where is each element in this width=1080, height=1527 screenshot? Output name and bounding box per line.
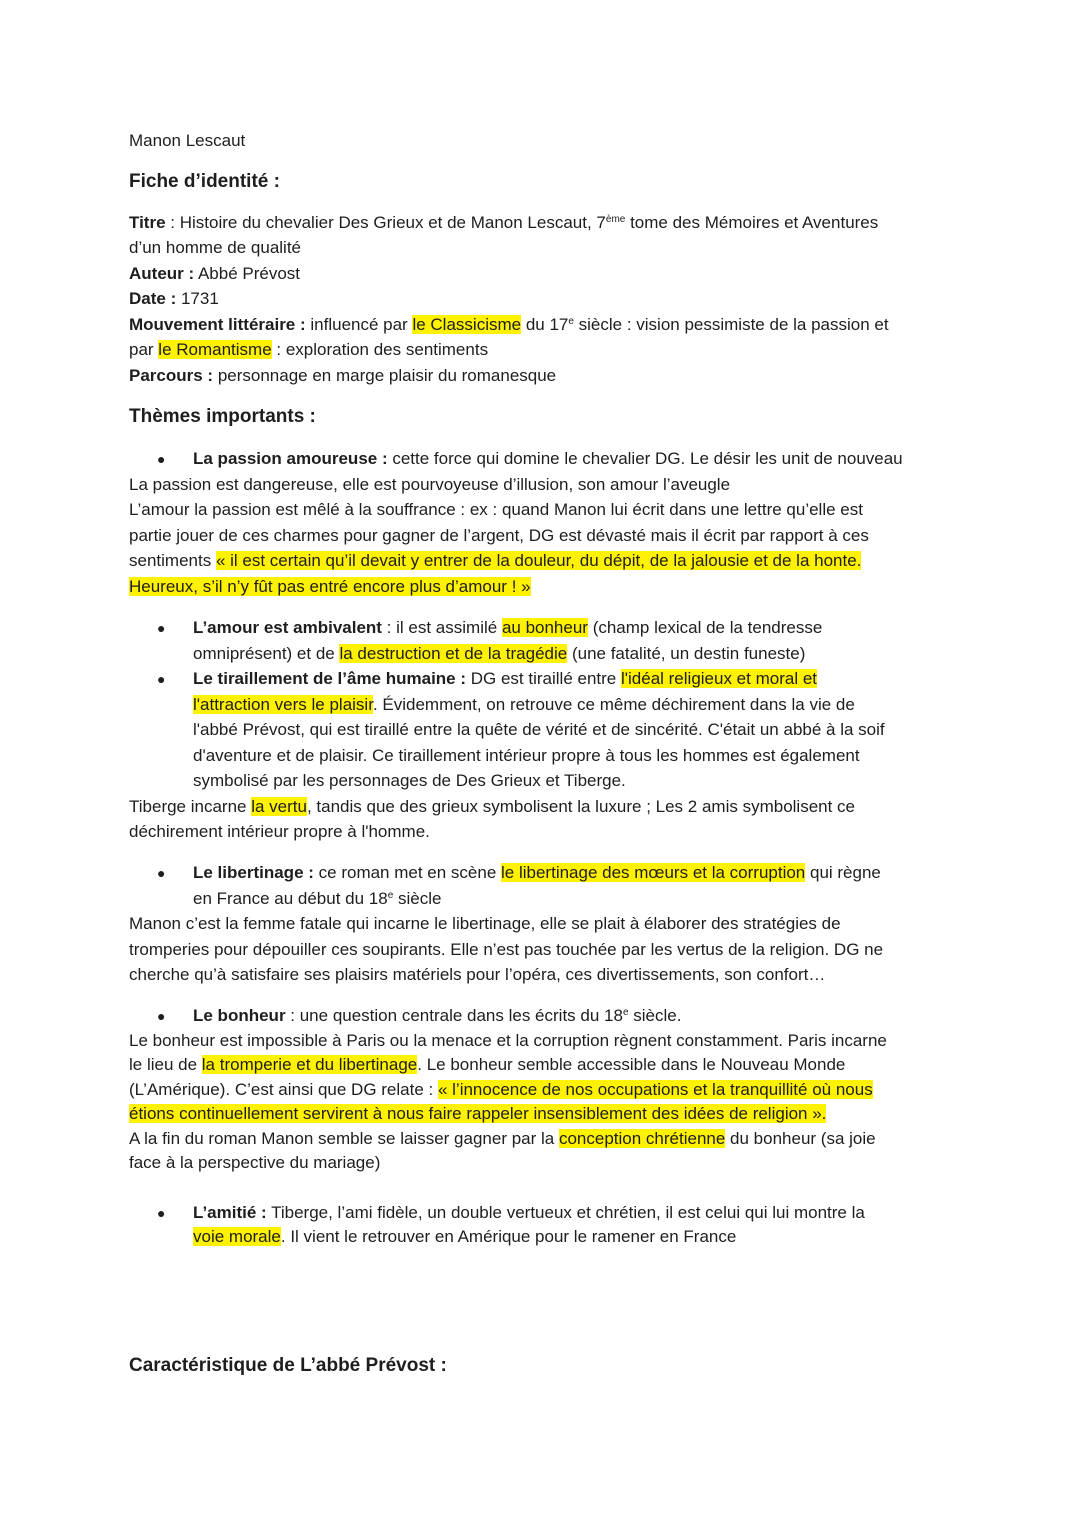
bullet-icon: ● — [157, 620, 166, 636]
passion-line-4: partie jouer de ces charmes pour gagner de l’argent, DG est dévasté mais il écrit par rapport à ces — [129, 526, 869, 545]
passion-line-2: La passion est dangereuse, elle est pourvoyeuse d’illusion, son amour l’aveugle — [129, 475, 731, 494]
tiraillement-line-3: l'abbé Prévost, qui est tiraillé entre la quête de vérité et de sincérité. C'était un abbé à la soif — [193, 720, 885, 739]
libertinage-line-5: cherche qu’à satisfaire ses plaisirs matériels pour l’opéra, ces divertissements, son confort… — [129, 965, 826, 984]
bullet-icon: ● — [157, 451, 166, 467]
tiraillement-line-2: l'attraction vers le plaisir. Évidemment, on retrouve ce même déchirement dans la vie de — [193, 695, 855, 714]
bullet-icon: ● — [157, 865, 166, 881]
bonheur-line-4: (L’Amérique). C’est ainsi que DG relate : « l’innocence de nos occupations et la tranquillité où nous — [129, 1080, 873, 1099]
bonheur-line-3: le lieu de la tromperie et du libertinage. Le bonheur semble accessible dans le Nouveau Monde — [129, 1055, 846, 1074]
fiche-titre-cont: d’un homme de qualité — [129, 238, 302, 257]
bullet-icon: ● — [157, 671, 166, 687]
theme-libertinage: Le libertinage : ce roman met en scène le libertinage des mœurs et la corruption qui règne — [193, 863, 881, 882]
passion-line-3: L’amour la passion est mêlé à la souffrance : ex : quand Manon lui écrit dans une lettre qu’elle est — [129, 500, 863, 519]
heading-fiche: Fiche d’identité : — [129, 171, 280, 192]
tiraillement-line-5: symbolisé par les personnages de Des Grieux et Tiberge. — [193, 771, 626, 790]
theme-bonheur: Le bonheur : une question centrale dans les écrits du 18e siècle. — [193, 1006, 682, 1025]
doc-title: Manon Lescaut — [129, 131, 246, 150]
bullet-icon: ● — [157, 1205, 166, 1221]
bonheur-line-6: A la fin du roman Manon semble se laisser gagner par la conception chrétienne du bonheur (sa joie — [129, 1129, 876, 1148]
tiraillement-line-4: d'aventure et de plaisir. Ce tiraillement intérieur propre à tous les hommes est également — [193, 746, 860, 765]
passion-line-5: sentiments « il est certain qu’il devait y entrer de la douleur, du dépit, de la jalousie et de la honte. — [129, 551, 862, 570]
fiche-auteur: Auteur : Abbé Prévost — [129, 264, 301, 283]
fiche-mouvement: Mouvement littéraire : influencé par le Classicisme du 17e siècle : vision pessimiste de la passion et — [129, 315, 889, 334]
fiche-titre: Titre : Histoire du chevalier Des Grieux et de Manon Lescaut, 7ème tome des Mémoires et Aventures — [129, 213, 879, 232]
bonheur-line-7: face à la perspective du mariage) — [129, 1153, 381, 1172]
libertinage-line-3: Manon c’est la femme fatale qui incarne le libertinage, elle se plait à élaborer des stratégies de — [129, 914, 841, 933]
libertinage-line-4: tromperies pour dépouiller ces soupirants. Elle n’est pas touchée par les vertus de la religion. DG ne — [129, 940, 884, 959]
passion-line-6: Heureux, s’il n’y fût pas entré encore plus d’amour ! » — [129, 577, 531, 596]
theme-amitie: L’amitié : Tiberge, l’ami fidèle, un double vertueux et chrétien, il est celui qui lui montre la — [193, 1203, 865, 1222]
tiraillement-line-6: Tiberge incarne la vertu, tandis que des grieux symbolisent la luxure ; Les 2 amis symbolisent ce — [129, 797, 856, 816]
heading-caracteristique: Caractéristique de L’abbé Prévost : — [129, 1355, 447, 1376]
heading-themes: Thèmes importants : — [129, 406, 316, 427]
fiche-parcours: Parcours : personnage en marge plaisir du romanesque — [129, 366, 557, 385]
amitie-line-2: voie morale. Il vient le retrouver en Amérique pour le ramener en France — [193, 1227, 737, 1246]
theme-passion: La passion amoureuse : cette force qui domine le chevalier DG. Le désir les unit de nouveau — [193, 449, 903, 468]
tiraillement-line-7: déchirement intérieur propre à l'homme. — [129, 822, 430, 841]
ambivalent-line-2: omniprésent) et de la destruction et de la tragédie (une fatalité, un destin funeste) — [193, 644, 806, 663]
theme-tiraillement: Le tiraillement de l’âme humaine : DG est tiraillé entre l'idéal religieux et moral et — [193, 669, 817, 688]
fiche-date: Date : 1731 — [129, 289, 219, 308]
libertinage-line-2: en France au début du 18e siècle — [193, 889, 442, 908]
bonheur-line-5: étions continuellement servirent à nous faire rappeler insensiblement des idées de religion ». — [129, 1104, 827, 1123]
bullet-icon: ● — [157, 1008, 166, 1024]
bonheur-line-2: Le bonheur est impossible à Paris ou la menace et la corruption règnent constamment. Paris incarne — [129, 1031, 887, 1050]
fiche-mouvement-cont: par le Romantisme : exploration des sentiments — [129, 340, 489, 359]
theme-ambivalent: L’amour est ambivalent : il est assimilé au bonheur (champ lexical de la tendresse — [193, 618, 823, 637]
document-page — [129, 0, 949, 1527]
